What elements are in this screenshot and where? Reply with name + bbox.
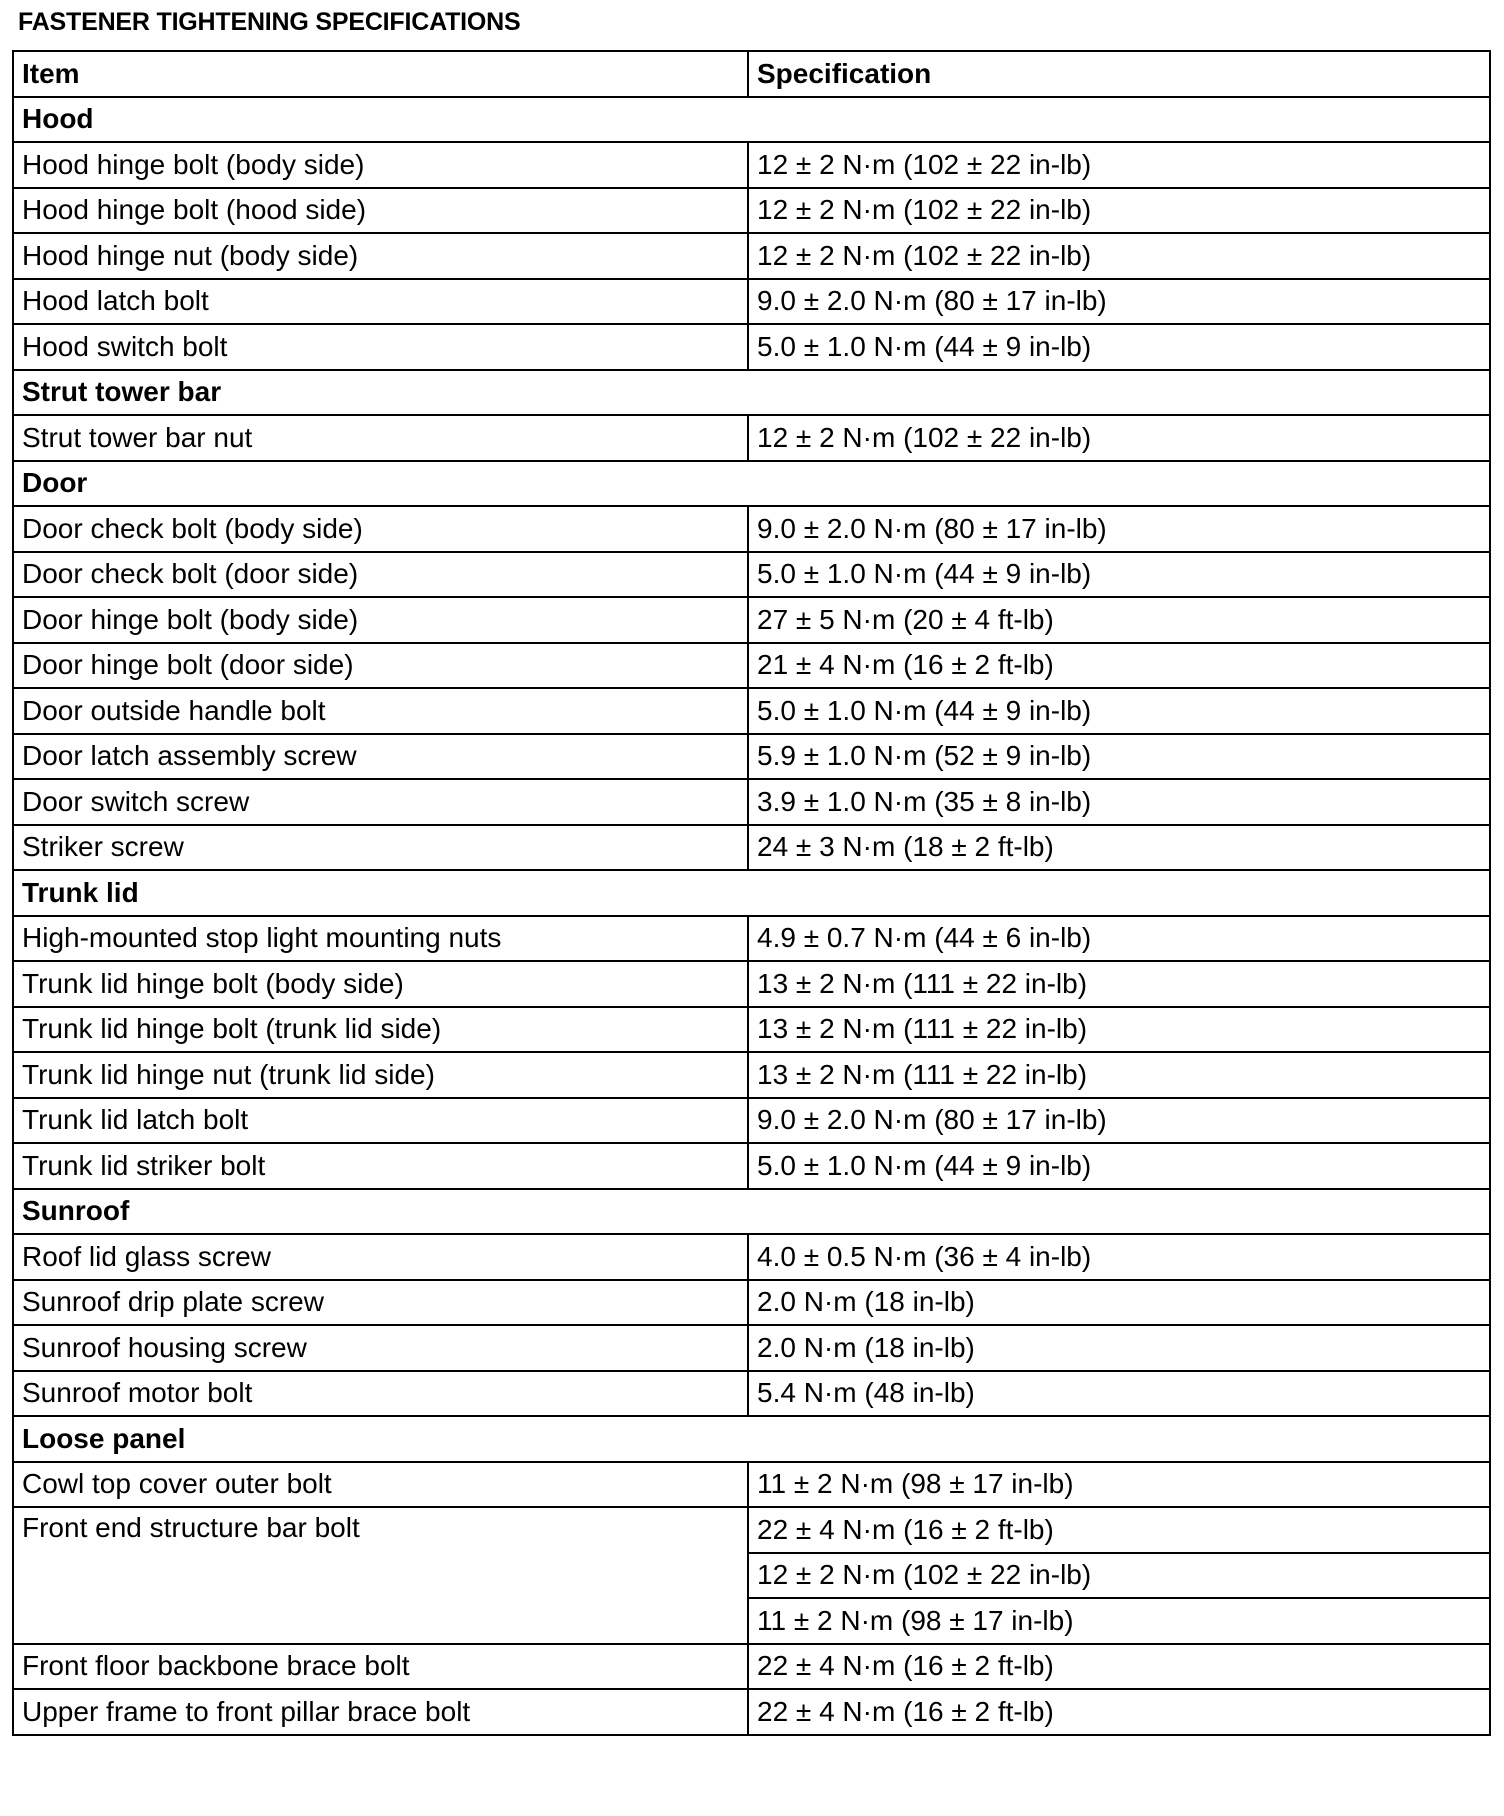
section-heading: Door [13,461,1490,507]
table-row [13,324,1490,370]
item-cell: Trunk lid hinge bolt (body side) [13,961,748,1007]
item-cell: Door outside handle bolt [13,688,748,734]
item-cell: Striker screw [13,825,748,871]
spec-cell: 12 ± 2 N·m (102 ± 22 in-lb) [748,1553,1490,1599]
item-cell: Upper frame to front pillar brace bolt [13,1689,748,1735]
item-cell: Front floor backbone brace bolt [13,1644,748,1690]
spec-cell: 5.0 ± 1.0 N·m (44 ± 9 in-lb) [748,688,1490,734]
spec-cell: 4.0 ± 0.5 N·m (36 ± 4 in-lb) [748,1234,1490,1280]
spec-cell: 22 ± 4 N·m (16 ± 2 ft-lb) [748,1507,1490,1553]
table-row [13,1280,1490,1326]
table-row [13,188,1490,234]
specifications-table [12,50,1491,1736]
item-cell: Trunk lid latch bolt [13,1098,748,1144]
item-cell: Door latch assembly screw [13,734,748,780]
spec-cell: 9.0 ± 2.0 N·m (80 ± 17 in-lb) [748,506,1490,552]
table-row [13,688,1490,734]
table-row [13,825,1490,871]
spec-cell: 9.0 ± 2.0 N·m (80 ± 17 in-lb) [748,279,1490,325]
item-cell: High-mounted stop light mounting nuts [13,916,748,962]
item-cell: Trunk lid hinge nut (trunk lid side) [13,1052,748,1098]
table-row [13,1098,1490,1144]
table-row [13,1052,1490,1098]
section-row-door [13,461,1490,507]
section-row-loose-panel [13,1416,1490,1462]
item-cell: Hood switch bolt [13,324,748,370]
spec-cell: 5.4 N·m (48 in-lb) [748,1371,1490,1417]
page-title: FASTENER TIGHTENING SPECIFICATIONS [18,8,521,36]
item-cell: Door check bolt (door side) [13,552,748,598]
section-row-sunroof [13,1189,1490,1235]
header-row [13,51,1490,97]
table-row [13,1234,1490,1280]
spec-cell: 5.0 ± 1.0 N·m (44 ± 9 in-lb) [748,552,1490,598]
item-cell: Hood latch bolt [13,279,748,325]
table-row [13,779,1490,825]
table-row [13,233,1490,279]
spec-cell: 12 ± 2 N·m (102 ± 22 in-lb) [748,233,1490,279]
table-row [13,961,1490,1007]
item-cell: Sunroof motor bolt [13,1371,748,1417]
item-cell: Hood hinge nut (body side) [13,233,748,279]
table-row [13,916,1490,962]
section-row-strut-tower-bar [13,370,1490,416]
item-cell: Sunroof drip plate screw [13,1280,748,1326]
spec-cell: 24 ± 3 N·m (18 ± 2 ft-lb) [748,825,1490,871]
spec-cell: 3.9 ± 1.0 N·m (35 ± 8 in-lb) [748,779,1490,825]
item-cell: Hood hinge bolt (hood side) [13,188,748,234]
spec-cell: 13 ± 2 N·m (111 ± 22 in-lb) [748,961,1490,1007]
item-cell: Sunroof housing screw [13,1325,748,1371]
item-cell: Trunk lid striker bolt [13,1143,748,1189]
table-row [13,279,1490,325]
table-row [13,1689,1490,1735]
spec-cell: 5.9 ± 1.0 N·m (52 ± 9 in-lb) [748,734,1490,780]
table-row [13,597,1490,643]
table-row [13,415,1490,461]
table-row [13,142,1490,188]
item-cell: Front end structure bar bolt [13,1507,748,1644]
item-cell: Hood hinge bolt (body side) [13,142,748,188]
section-heading: Sunroof [13,1189,1490,1235]
section-row-trunk-lid [13,870,1490,916]
table-row [13,1007,1490,1053]
column-header-item: Item [13,51,748,97]
column-header-specification: Specification [748,51,1490,97]
spec-cell: 2.0 N·m (18 in-lb) [748,1280,1490,1326]
spec-cell: 5.0 ± 1.0 N·m (44 ± 9 in-lb) [748,324,1490,370]
table-row [13,734,1490,780]
table-row [13,1644,1490,1690]
item-cell: Trunk lid hinge bolt (trunk lid side) [13,1007,748,1053]
table-row [13,1325,1490,1371]
table-row [13,1371,1490,1417]
section-heading: Trunk lid [13,870,1490,916]
spec-cell: 12 ± 2 N·m (102 ± 22 in-lb) [748,415,1490,461]
spec-cell: 4.9 ± 0.7 N·m (44 ± 6 in-lb) [748,916,1490,962]
spec-cell: 12 ± 2 N·m (102 ± 22 in-lb) [748,142,1490,188]
spec-cell: 2.0 N·m (18 in-lb) [748,1325,1490,1371]
spec-cell: 13 ± 2 N·m (111 ± 22 in-lb) [748,1007,1490,1053]
table-row [13,552,1490,598]
spec-cell: 21 ± 4 N·m (16 ± 2 ft-lb) [748,643,1490,689]
table-row [13,1143,1490,1189]
table-row [13,506,1490,552]
item-cell: Roof lid glass screw [13,1234,748,1280]
item-cell: Strut tower bar nut [13,415,748,461]
spec-cell: 5.0 ± 1.0 N·m (44 ± 9 in-lb) [748,1143,1490,1189]
spec-cell: 9.0 ± 2.0 N·m (80 ± 17 in-lb) [748,1098,1490,1144]
item-cell: Cowl top cover outer bolt [13,1462,748,1508]
spec-cell: 22 ± 4 N·m (16 ± 2 ft-lb) [748,1644,1490,1690]
item-cell: Door hinge bolt (door side) [13,643,748,689]
spec-cell: 11 ± 2 N·m (98 ± 17 in-lb) [748,1598,1490,1644]
section-heading: Strut tower bar [13,370,1490,416]
table-row [13,1507,1490,1553]
item-cell: Door switch screw [13,779,748,825]
table-row [13,1462,1490,1508]
table-row [13,643,1490,689]
spec-cell: 12 ± 2 N·m (102 ± 22 in-lb) [748,188,1490,234]
item-cell: Door hinge bolt (body side) [13,597,748,643]
spec-cell: 11 ± 2 N·m (98 ± 17 in-lb) [748,1462,1490,1508]
section-heading: Hood [13,97,1490,143]
spec-cell: 22 ± 4 N·m (16 ± 2 ft-lb) [748,1689,1490,1735]
spec-cell: 13 ± 2 N·m (111 ± 22 in-lb) [748,1052,1490,1098]
section-row-hood [13,97,1490,143]
item-cell: Door check bolt (body side) [13,506,748,552]
spec-cell: 27 ± 5 N·m (20 ± 4 ft-lb) [748,597,1490,643]
section-heading: Loose panel [13,1416,1490,1462]
